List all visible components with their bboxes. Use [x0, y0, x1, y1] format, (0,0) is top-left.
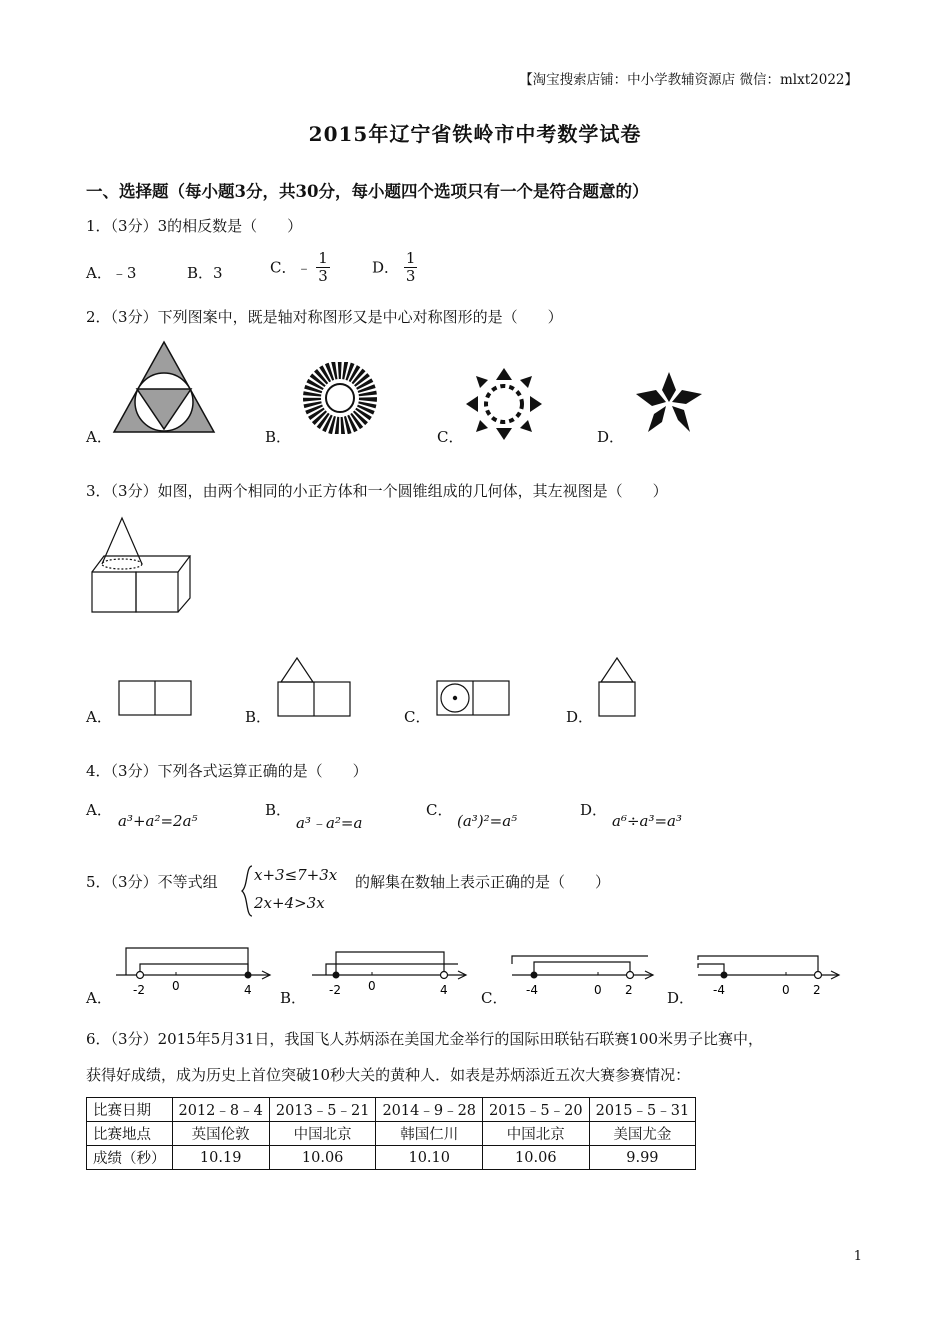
table-row: [87, 1146, 696, 1170]
q3-option-a-label: A．: [86, 708, 112, 726]
q2-figure-b: [298, 362, 382, 434]
table-cell: 美国尤金: [589, 1122, 696, 1146]
q4-option-d-label: D．: [580, 801, 608, 819]
q2-c-star-pattern: [466, 368, 542, 440]
q1-d-denominator: 3: [405, 266, 416, 285]
q5-option-c-label: C．: [481, 989, 508, 1007]
q5-brace: [240, 864, 254, 918]
q2-figure-c: [464, 366, 544, 442]
q2-option-c-label: C．: [437, 428, 464, 446]
table-row: [87, 1122, 696, 1146]
page-number: 1: [853, 1249, 862, 1264]
q3-figure-b: [277, 656, 353, 718]
q3-figure-d: [598, 656, 638, 718]
q1-d-numerator: 1: [405, 249, 416, 267]
table-cell: 10.06: [269, 1146, 376, 1170]
table-cell: 2012﹣8﹣4: [172, 1098, 269, 1122]
q5-numberline-a: [112, 940, 280, 1002]
q5-d-tick-2: 0: [782, 983, 790, 997]
q3-cone-base: [102, 559, 142, 569]
q5-option-a-label: A．: [86, 989, 112, 1007]
q3-cube-left-front: [92, 572, 136, 612]
q2-option-d-label: D．: [597, 428, 625, 446]
q1-option-c-fraction: [316, 250, 330, 284]
q2-d-pinwheel: [636, 372, 702, 432]
table-cell: 10.19: [172, 1146, 269, 1170]
table-cell: 2013﹣5﹣21: [269, 1098, 376, 1122]
q5-a-tick-1: -2: [133, 983, 145, 997]
table-cell: 10.06: [483, 1146, 590, 1170]
table-cell: 成绩（秒）: [87, 1146, 173, 1170]
q4-option-a-expr: a³+a²=2a⁵: [118, 812, 198, 830]
q3-option-b-label: B．: [245, 708, 272, 726]
q5-b-tick-3: 4: [440, 983, 448, 997]
q2-figure-d: [634, 370, 704, 436]
q4-option-b-expr: a³﹣a²=a: [296, 814, 363, 832]
q5-c-tick-1: -4: [526, 983, 538, 997]
question-1-stem: 1．（3分）3的相反数是（ ）: [86, 217, 303, 235]
q3-option-d-label: D．: [566, 708, 594, 726]
q1-option-d-fraction: [404, 250, 418, 284]
section-heading: 一、选择题（每小题3分，共30分，每小题四个选项只有一个是符合题意的）: [86, 182, 649, 201]
q5-numberline-c: [508, 940, 658, 1002]
table-cell: 2015﹣5﹣20: [483, 1098, 590, 1122]
q2-b-inner: [326, 384, 354, 412]
table-cell: 10.10: [376, 1146, 483, 1170]
q3-cube-right-front: [136, 572, 178, 612]
table-cell: 9.99: [589, 1146, 696, 1170]
q3-solid-figure: [90, 516, 194, 614]
q5-numberline-d: [694, 940, 844, 1002]
q3-option-c-label: C．: [404, 708, 431, 726]
table-cell: 英国伦敦: [172, 1122, 269, 1146]
q4-option-d-expr: a⁶÷a³=a³: [612, 812, 683, 830]
results-table: [86, 1097, 696, 1170]
q1-c-numerator: 1: [318, 249, 328, 267]
q5-numberline-b: [308, 940, 476, 1002]
q5-option-b-label: B．: [280, 989, 307, 1007]
table-row: [87, 1098, 696, 1122]
q4-option-a-label: A．: [86, 801, 112, 819]
q2-option-b-label: B．: [265, 428, 292, 446]
q5-d-tick-1: -4: [713, 983, 725, 997]
q5-d-tick-3: 2: [813, 983, 821, 997]
q5-option-d-label: D．: [667, 989, 695, 1007]
q1-option-c: [270, 250, 330, 284]
question-3-stem: 3．（3分）如图，由两个相同的小正方体和一个圆锥组成的几何体，其左视图是（ ）: [86, 482, 668, 500]
question-5-stem-pre: 5．（3分）不等式组: [86, 873, 218, 891]
q5-a-tick-3: 4: [244, 983, 252, 997]
q3-cube-top: [92, 556, 190, 572]
q1-option-c-label: C．﹣: [270, 258, 312, 277]
header-note: 【淘宝搜索店铺：中小学教辅资源店 微信：mlxt2022】: [519, 72, 858, 88]
q3-figure-a: [118, 680, 194, 718]
table-cell: 中国北京: [483, 1122, 590, 1146]
q2-option-a-label: A．: [86, 428, 112, 446]
q5-a-tick-2: 0: [172, 979, 180, 993]
q3-figure-c: [436, 680, 512, 718]
q5-inequality-1: x+3≤7+3x: [254, 866, 338, 884]
page-title: 2015年辽宁省铁岭市中考数学试卷: [308, 122, 642, 146]
question-2-stem: 2．（3分）下列图案中，既是轴对称图形又是中心对称图形的是（ ）: [86, 308, 563, 326]
q5-inequality-2: 2x+4>3x: [254, 894, 325, 912]
q4-option-c-label: C．: [426, 801, 453, 819]
table-cell: 比赛日期: [87, 1098, 173, 1122]
question-4-stem: 4．（3分）下列各式运算正确的是（ ）: [86, 762, 368, 780]
q1-option-a: A．﹣3: [86, 264, 137, 282]
q5-c-tick-2: 0: [594, 983, 602, 997]
q2-figure-a: [112, 340, 216, 436]
q5-c-tick-3: 2: [625, 983, 633, 997]
q1-option-d-label: D．: [372, 258, 400, 277]
q2-c-ring: [486, 386, 522, 422]
q1-option-b: B．3: [187, 264, 223, 282]
q1-c-denominator: 3: [318, 266, 328, 285]
table-cell: 比赛地点: [87, 1122, 173, 1146]
q4-option-b-label: B．: [265, 801, 292, 819]
q5-b-tick-1: -2: [329, 983, 341, 997]
q3-cone-sides: [102, 518, 142, 564]
table-cell: 中国北京: [269, 1122, 376, 1146]
q1-option-d: [372, 250, 417, 284]
table-cell: 韩国仁川: [376, 1122, 483, 1146]
question-6-line-2: 获得好成绩，成为历史上首位突破10秒大关的黄种人．如表是苏炳添近五次大赛参赛情况：: [86, 1066, 691, 1084]
q5-b-tick-2: 0: [368, 979, 376, 993]
table-cell: 2014﹣9﹣28: [376, 1098, 483, 1122]
question-5-stem-post: 的解集在数轴上表示正确的是（ ）: [355, 873, 611, 891]
table-cell: 2015﹣5﹣31: [589, 1098, 696, 1122]
q4-option-c-expr: (a³)²=a⁵: [457, 812, 518, 830]
question-6-line-1: 6．（3分）2015年5月31日，我国飞人苏炳添在美国尤金举行的国际田联钻石联赛100米男子比赛中，: [86, 1030, 764, 1048]
